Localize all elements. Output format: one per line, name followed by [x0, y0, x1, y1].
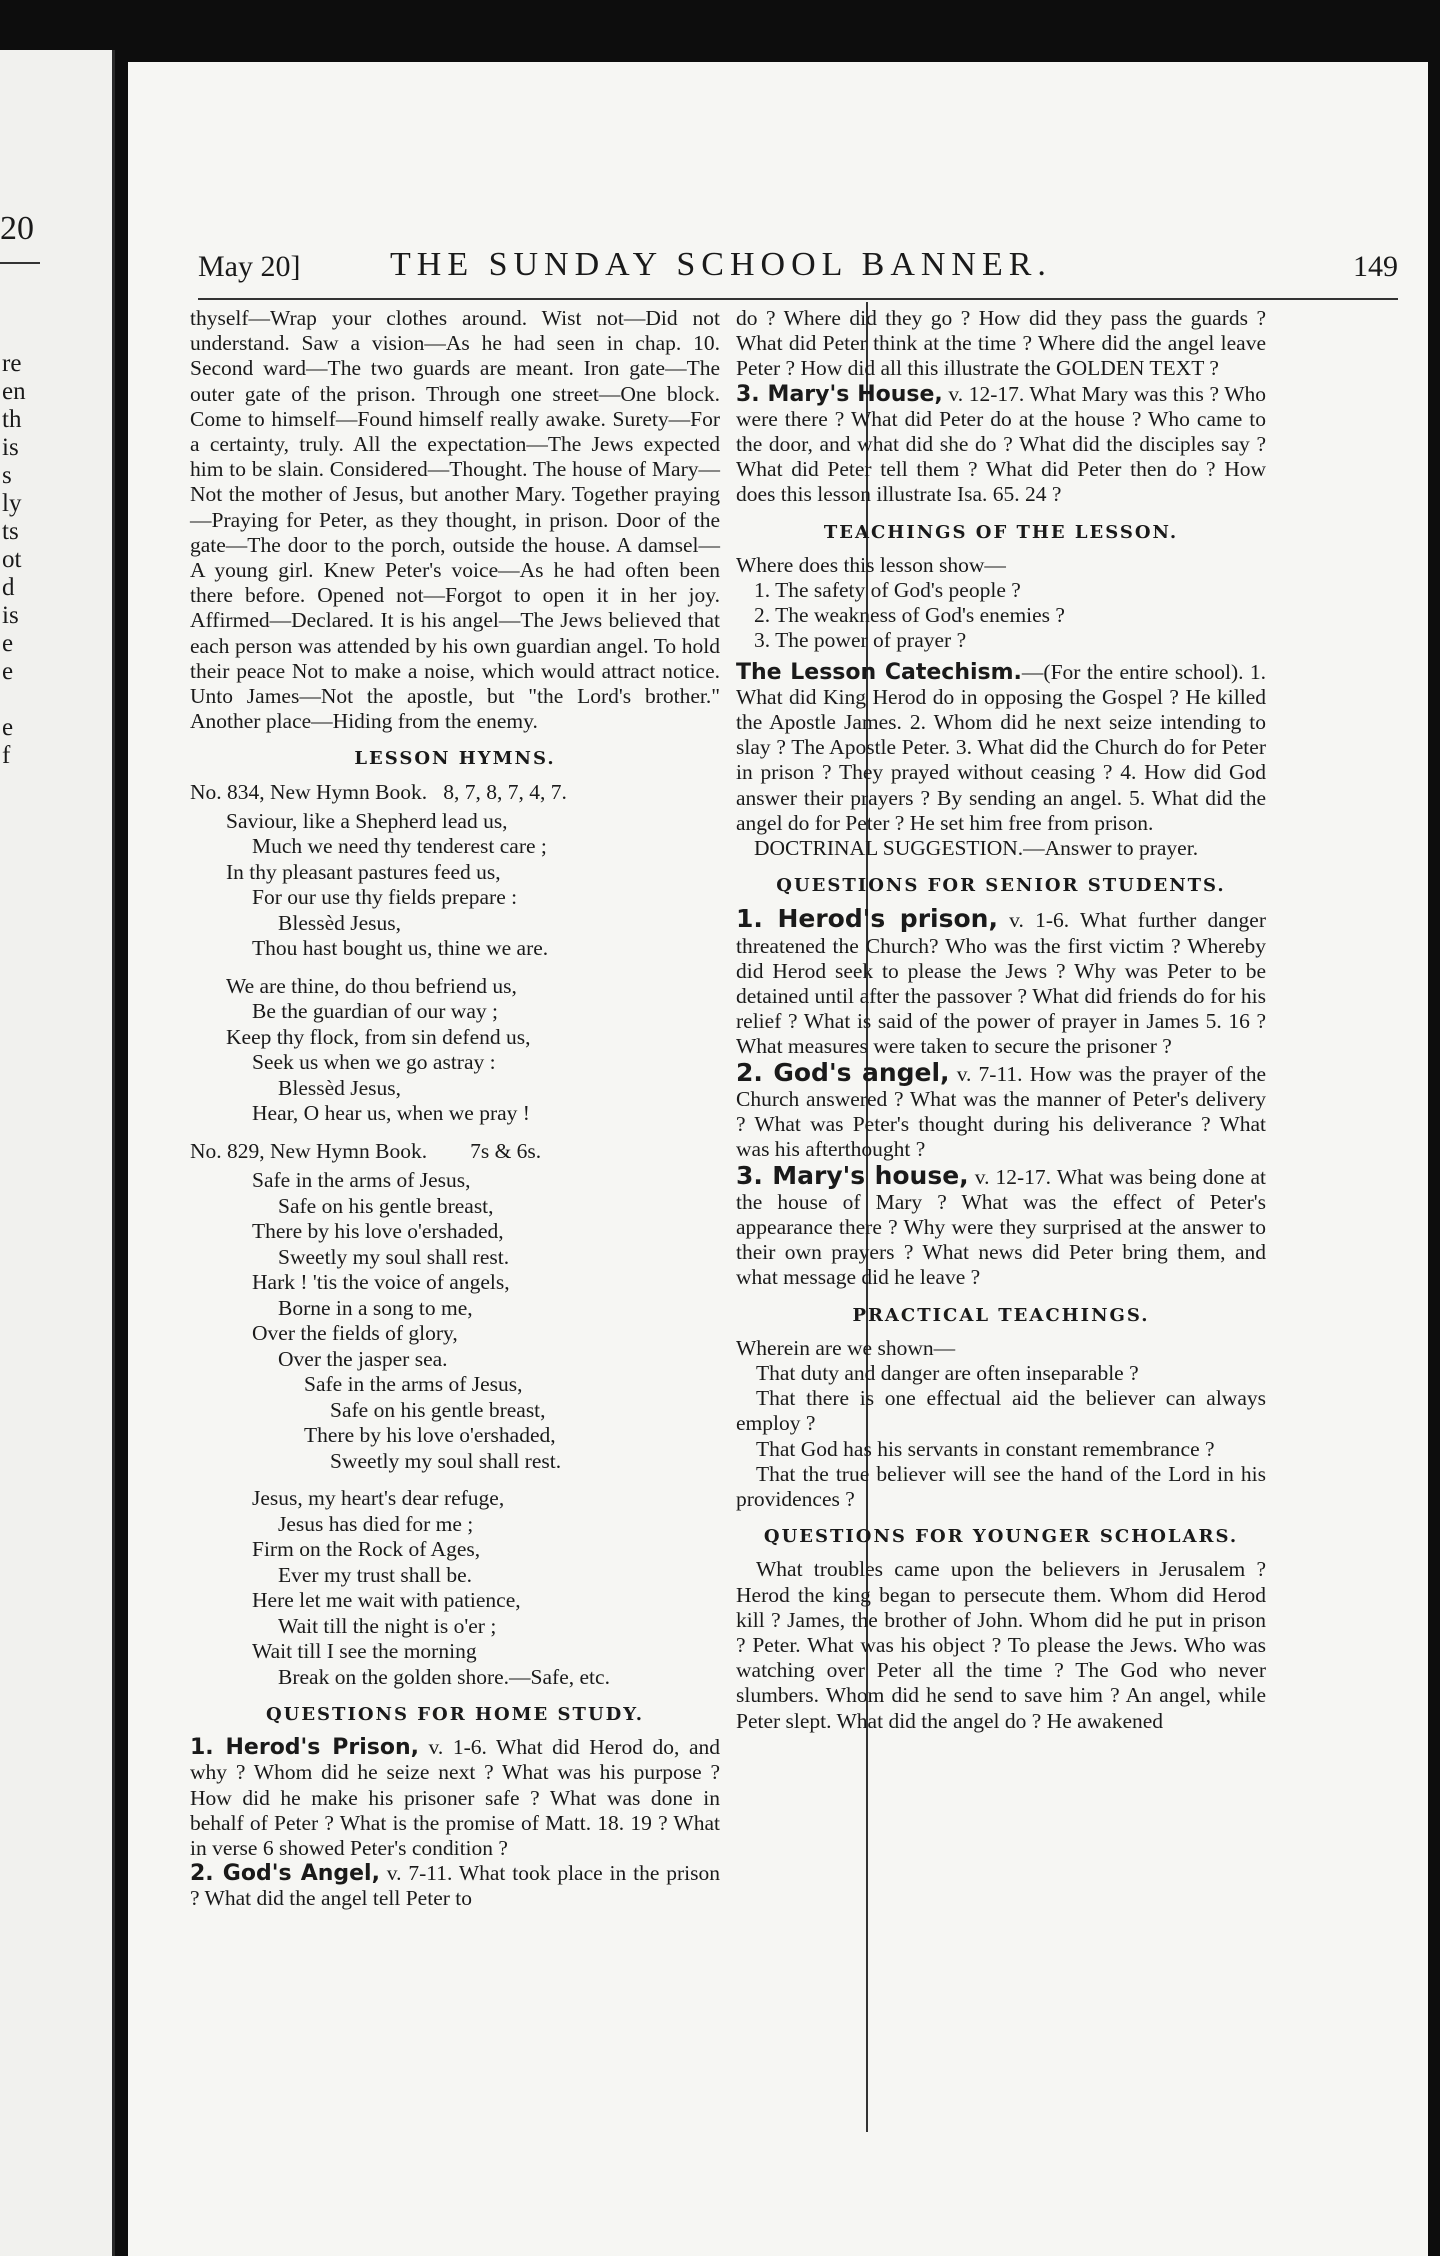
- home-study-q2-lead: 2. God's Angel,: [190, 1861, 380, 1887]
- senior-q2-text: v. 7-11. How was the prayer of the Church answered ? What was the manner of Peter's delivery ? What was Peter's thought during his deliverance ? What was his afterthought ?: [736, 1061, 1266, 1162]
- home-study-q1-text: v. 1-6. What did Herod do, and why ? Whom did he seize next ? What was his purpose ? How did he make his prisoner safe ? What was done in behalf of Peter ? What is the promise of Matt. 18. 19 ? What in verse 6 showed Peter's condition ?: [190, 1735, 720, 1861]
- catechism-text: —(For the entire school). 1. What did King Herod do in opposing the Gospel ? He killed the Apostle James. 2. Whom did he next seize intending to slay ? The Apostle Peter. 3. What did the Church do for Peter in prison ? They prayed without ceasing ? 4. How did God answer their prayers ? By sending an angel. 5. What did the angel do for Peter ? He set him free from prison.: [736, 659, 1266, 835]
- hymn-829-verse-2: [190, 1486, 720, 1690]
- verse-line: Sweetly my soul shall rest.: [278, 1244, 510, 1269]
- lesson-hymns-heading: LESSON HYMNS.: [354, 748, 556, 770]
- verse-line: Borne in a song to me,: [278, 1295, 473, 1320]
- verse-line: We are thine, do thou befriend us,: [226, 973, 517, 998]
- senior-q1-text: v. 1-6. What further danger threatened the Church? Who was the first victim ? Whereby did Herod seek to please the Jews ? Why was Peter to be detained until after the passover ? What did friends do for his relief ? What is said of the power of prayer in James 5. 16 ? What measures were taken to secure the prisoner ?: [736, 908, 1266, 1059]
- magazine-page: [128, 62, 1428, 2256]
- verse-line: Wait till the night is o'er ;: [278, 1613, 497, 1638]
- verse-line: Break on the golden shore.—Safe, etc.: [278, 1664, 610, 1689]
- senior-q1-lead: 1. Herod's prison,: [736, 904, 998, 934]
- verse-line: Safe in the arms of Jesus,: [252, 1168, 471, 1193]
- verse-line: There by his love o'ershaded,: [252, 1219, 504, 1244]
- verse-line: Blessèd Jesus,: [278, 910, 402, 935]
- senior-q3: [736, 1160, 1266, 1291]
- previous-page-fragments: re en th is s ly ts ot d is e e e f: [2, 350, 26, 769]
- verse-line: Safe in the arms of Jesus,: [304, 1372, 523, 1397]
- verse-line: Wait till I see the morning: [252, 1639, 477, 1664]
- verse-line: Jesus has died for me ;: [278, 1511, 474, 1536]
- lesson-notes: thyself—Wrap your clothes around. Wist not—Did not understand. Saw a vision—As he had seen in chap. 10. Second ward—The two guards are meant. Iron gate—The outer gate of the prison. Through one street—One block. Come to himself—Found himself really awake. Surety—For a certainty, truly. All the expectation—The Jews expected him to be slain. Considered—Thought. The house of Mary—Not the mother of Jesus, but another Mary. Together praying—Praying for Peter, as they thought, in prison. Door of the gate—The door to the porch, outside the house. A damsel—A young girl. Knew Peter's voice—As he had often been there before. Opened not—Forgot to open it in her joy. Affirmed—Declared. It is his angel—The Jews believed that each person was attended by his own guardian angel. To hold their peace Not to make a noise, which would attract notice. Unto James—Not the apostle, but "the Lord's brother." Another place—Hiding from the enemy.: [190, 306, 720, 734]
- teachings-heading: TEACHINGS OF THE LESSON.: [823, 521, 1179, 543]
- home-study-q1-lead: 1. Herod's Prison,: [190, 1735, 419, 1761]
- verse-line: There by his love o'ershaded,: [304, 1423, 556, 1448]
- verse-line: Hark ! 'tis the voice of angels,: [252, 1270, 510, 1295]
- verse-line: Over the jasper sea.: [278, 1346, 448, 1371]
- senior-q2: [736, 1057, 1266, 1163]
- page-header: [198, 240, 1398, 290]
- verse-line: For our use thy fields prepare :: [252, 885, 518, 910]
- senior-students-heading: QUESTIONS FOR SENIOR STUDENTS.: [776, 875, 1226, 897]
- previous-page-rule: [0, 262, 40, 264]
- home-study-q1: [190, 1735, 720, 1861]
- verse-line: In thy pleasant pastures feed us,: [226, 859, 501, 884]
- practical-teachings-heading: PRACTICAL TEACHINGS.: [852, 1304, 1150, 1326]
- verse-line: Thou hast bought us, thine we are.: [252, 936, 549, 961]
- header-rule: [198, 298, 1398, 300]
- header-page-number: 149: [1353, 250, 1398, 283]
- catechism-lead: The Lesson Catechism.: [736, 659, 1022, 685]
- home-study-q3-text: v. 12-17. What Mary was this ? Who were there ? What did Peter do at the house ? Who came to the door, and what did she do ? What did the disciples say ? What did Peter tell them ? What did Peter then do ? How does this lesson illustrate Isa. 65. 24 ?: [736, 381, 1267, 507]
- header-title: THE SUNDAY SCHOOL BANNER.: [390, 246, 1052, 283]
- teachings-item: 1. The safety of God's people ?: [754, 578, 1021, 603]
- doctrinal-suggestion: DOCTRINAL SUGGESTION.—Answer to prayer.: [754, 836, 1199, 861]
- verse-line: Blessèd Jesus,: [278, 1075, 402, 1100]
- practical-item: That there is one effectual aid the believer can always employ ?: [736, 1386, 1266, 1436]
- teachings-item: 2. The weakness of God's enemies ?: [754, 603, 1065, 628]
- header-date: May 20]: [198, 250, 301, 283]
- senior-q2-lead: 2. God's angel,: [736, 1057, 950, 1087]
- verse-line: Firm on the Rock of Ages,: [252, 1537, 481, 1562]
- hymn-834-verse-2: [190, 974, 720, 1127]
- hymn-834-header: No. 834, New Hymn Book. 8, 7, 8, 7, 4, 7.: [190, 779, 567, 804]
- younger-scholars-heading: QUESTIONS FOR YOUNGER SCHOLARS.: [763, 1526, 1239, 1548]
- verse-line: Seek us when we go astray :: [252, 1050, 496, 1075]
- home-study-q3-lead: 3. Mary's House,: [736, 381, 943, 407]
- senior-q1: [736, 906, 1266, 1059]
- verse-line: Jesus, my heart's dear refuge,: [252, 1486, 505, 1511]
- lesson-catechism: [736, 660, 1266, 836]
- practical-intro: Wherein are we shown—: [736, 1335, 956, 1360]
- teachings-item: 3. The power of prayer ?: [754, 628, 967, 653]
- verse-line: Saviour, like a Shepherd lead us,: [226, 808, 508, 833]
- verse-line: Ever my trust shall be.: [278, 1562, 473, 1587]
- home-study-q3: [736, 382, 1266, 508]
- home-study-q2-text: v. 7-11. What took place in the prison ? What did the angel tell Peter to: [190, 1861, 720, 1911]
- practical-item: That duty and danger are often inseparable ?: [756, 1360, 1139, 1385]
- previous-page-edge: [0, 50, 115, 2256]
- home-study-q2: [190, 1861, 720, 1911]
- right-column: [736, 306, 1266, 1734]
- hymn-834-verse-1: [190, 809, 720, 962]
- verse-line: Hear, O hear us, when we pray !: [252, 1101, 530, 1126]
- verse-line: Here let me wait with patience,: [252, 1588, 521, 1613]
- senior-q3-text: v. 12-17. What was being done at the house of Mary ? What was the effect of Peter's appearance there ? Why were they surprised at the answer to their own prayers ? What news did Peter bring them, and what message did he leave ?: [736, 1164, 1266, 1290]
- verse-line: Safe on his gentle breast,: [330, 1397, 546, 1422]
- verse-line: Much we need thy tenderest care ;: [252, 834, 547, 859]
- verse-line: Safe on his gentle breast,: [278, 1193, 494, 1218]
- hymn-829-verse-1: [190, 1168, 720, 1474]
- verse-line: Over the fields of glory,: [252, 1321, 458, 1346]
- verse-line: Be the guardian of our way ;: [252, 999, 498, 1024]
- practical-item: That the true believer will see the hand of the Lord in his providences ?: [736, 1461, 1266, 1511]
- teachings-intro: Where does this lesson show—: [736, 552, 1006, 577]
- hymn-829-header: No. 829, New Hymn Book. 7s & 6s.: [190, 1138, 542, 1163]
- younger-scholars-text: What troubles came upon the believers in Jerusalem ? Herod the king began to persecute them. Whom did Herod kill ? James, the brother of John. Whom did he put in prison ? Peter. What was his object ? To please the Jews. Who was watching over Peter all the time ? The God who never slumbers. Whom did he send to save him ? An angel, while Peter slept. What did the angel do ? He awakened: [736, 1557, 1266, 1733]
- senior-q3-lead: 3. Mary's house,: [736, 1160, 969, 1190]
- home-study-heading: QUESTIONS FOR HOME STUDY.: [265, 1704, 645, 1726]
- practical-item: That God has his servants in constant remembrance ?: [756, 1436, 1215, 1461]
- left-column: [190, 306, 720, 1912]
- verse-line: Sweetly my soul shall rest.: [330, 1448, 562, 1473]
- home-study-continuation: do ? Where did they go ? How did they pass the guards ? What did Peter think at the time ? Where did the angel leave Peter ? How did all this illustrate the GOLDEN TEXT ?: [736, 306, 1266, 381]
- previous-page-number: 20: [0, 210, 34, 247]
- verse-line: Keep thy flock, from sin defend us,: [226, 1024, 531, 1049]
